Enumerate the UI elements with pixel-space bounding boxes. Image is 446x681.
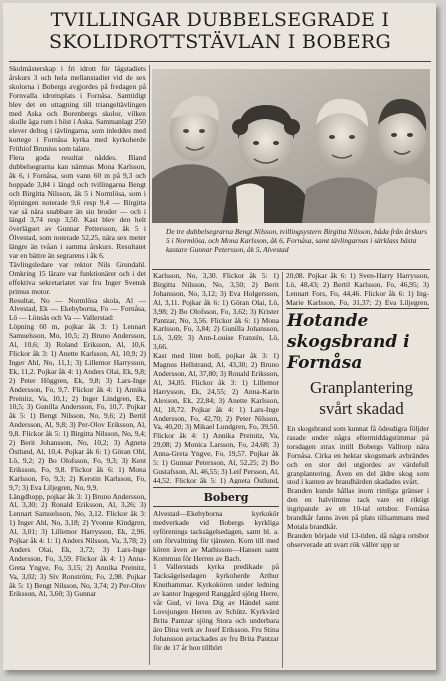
headline-rule [9, 61, 431, 62]
article-column-1: Skolmästerskap i fri idrott för lågstadiets årskurs 3 och hela mellanstadiet vid de sex skolorna i Bobergs avgjordes på fredagen på Fornvalla idrottsplats i Fornåsa. Samtidigt blev det en uttagning till triangeltävlingen med Aska och Borenbergs skolor, vilken skulle äga rum i höst i Aska. Sammanlagt 250 elever deltog i tävlingarna, som inleddes med kortege i Fornåsa kyrka med kyrkoherde Frithiof Brunius som talare. Flera goda resultat nåddes. Bland dubbelsegrarna kan nämnas Mona Karlsson, åk 6, i Fornåsa, som vann 60 m på 9,3 och hoppade 3,84 i längd och tvillingarna Bengt och Birgitta Nilsson, åk 5 i Normlösa, som i löpningen noterade 9,6 resp 9,4 — Birgitta var så nära snabbare än sin broder — och i längd 3,74 resp 3,50. Kast blev den helt överlägset av Gunnar Pettersson, åk 5 i Ölvestad, som noterade 52,25, nära sex meter längre än tvåan i samma årskurs. Resultatet var en bättre än segrarens i åk 6. Tävlingsledare var rektor Nils Grundahl. Omkring 15 lärare var funktionärer och i det effektiva sekretariatet var fru Inger Svensk primus motor. Resultat, No — Normlösa skola, Al — Alvestad, Ek — Ekebyborna, Fo — Fornåsa, Lö — Lönsås och Va — Vallerstad: Löpning 60 m, pojkar åk 3: 1) Lennart Samuelsson, Mo, 10,5; 2) Bruno Andersson, Al, 10,6; 3) Roland Eriksson, Al, 10,6. Flickor åk 3: 1) Anette Karlsson, Al, 10,9; 2) Inger Ahl, No, 11,1; 3) Lillemor Harrysson, Ek, 11,2. Pojkar åk 4: 1) Anders Olai, Ek, 9,8; 2) Peter Höggren, Ek, 9,8; 3) Lars-Inge Andersson, Fo, 9,7. Flickor åk 4: 1) Annika Preinitz, Va, 10,1; 2) Inger Lindgren, Ek, 10,5; 3) Gunilla Andersson, Fo, 10,7. Pojkar åk 5: 1) Bengt Nilsson, No, 9,6; 2) Bertil Andersson, Al, 9,8; 3) Per-Olov Eriksson, Al, 9,8. Flickor åk 5: 1) Birgitta Nilsson, No, 9,4; 2) Berit Johansson, No, 10,2; 3) Agneta Östlund, Al, 10,4. Pojkar åk 6: 1) Göran Ohl, Lö, 9,2; 2) Bo Olofsson, Fo, 9,3; 3) Kent Eriksson, Fo, 9,8. Flickor åk 6: 1) Mona Karlsson, Fo, 9,3; 2) Kerstin Karlsson, Fo, 9,7; 3) Eva Liljegren, No, 9,9. Längdhopp, pojkar åk 3: 1) Bruno Andersson, Al, 3,30; 2) Ronald Eriksson, Al, 3,26; 3) Lennart Samuelsson, No, 3,12. Flickor åk 3: 1) Inger Ahl, No, 3,18; 2) Yvonne Kindgren, Al, 3,01; 3) Lillemor Harrysson, Ek, 2,96. Pojkar åk 4: 1: 1) Anders Nilsson, Va, 3,78; 2) Anders Olai, Ek, 3,72; 3) Lars-Inge Andersson, Fo, 3,59. Flickor åk 4: 1) Anna-Greta Yngve, Fo, 3,15; 2) Annika Preinitz, Va, 3,02; 3) Siv Ronström, Fo, 2,98. Pojkar åk 5: 1) Bengt Nilsson, No, 3,74; 2) Per-Olov Eriksson, Al, 3,60; 3) Gunnar [9, 65, 146, 599]
caption-rule [152, 269, 430, 270]
headline [11, 9, 429, 53]
newspaper-clipping [3, 3, 436, 670]
boberg-heading: Boberg [203, 491, 249, 504]
photo-caption: De tre dubbelsegrarna Bengt Nilsson, tvillingsystern Birgitta Nilsson, båda från årskurs 5 i Normlösa, och Mona Karlsson, åk 6, Fornåsa, samt tävlingarnas i särklass bästa kastare Gunnar Petersson, åk 5, Alvestad [166, 227, 427, 254]
headline-line-1: TVILLINGAR DUBBELSEGRADE I [50, 9, 390, 31]
fire-headline: Hotande skogsbrand i Fornåsa [287, 311, 410, 373]
article-column-2: Karlsson, No, 3,30. Flickor åk 5: 1) Birgitta Nilsson, No, 3,50; 2) Berit Johansson, No, 3,12; 3) Eva Holgersson, Al, 3,11. Pojkar åk 6: 1) Göran Olai, Lö, 3,98; 2) Bo Olofsson, Fo, 3,62; 3) Krister Pantzar, No, 3,56. Flickor åk 6: 1) Mona Karlsson, Fo, 3,84; 2) Gunilla Johansson, Lö, 3,69; 3) Ann-Louise Franzén, Lö, 3,66. Kast med liten boll, pojkar åk 3: 1) Magnus Hellstrand, Al, 43,30; 2) Bruno Andersson, Al, 37,80; 3) Ronald Eriksson, Al, 34,85. Flickor åk 3: 1) Lillemor Harrysson, Ek, 24,55; 2) Anna-Karin Alexson, Ek, 22,84; 3) Anette Karlsson, Al, 18,72. Pojkar åk 4: 1) Lars-Inge Andersson, Fo, 42,70; 2) Peter Nilsson, Va, 40,20; 3) Mikael Lundgren, Fo, 39,50. Flickor åk 4: 1) Annika Preinitz, Va, 29,08; 2) Monica Larsson, Fo, 24,68; 3) Anna-Greta Yngve, Fo, 19,57. Pojkar åk 5: 1) Gunnar Petersson, Al, 52,25; 2) Bo Gustafsson, Al, 46,55; 3) Leif Persson, Al, 44,52. Flickor åk 5: 1) Agneta Östlund, [153, 272, 279, 484]
article-column-3: 20,08. Pojkar åk 6: 1) Sven-Harry Harrysson, Lö, 48,43; 2) Bertil Karlsson, Fo, 46,95; 3) Lennart Fors, Fo, 44,46. Flickor åk 6: 1) Ing-Marie Karlsson, Fo, 31,37; 2) Eva Liljegren, [286, 272, 429, 307]
fire-subheading: Granplantering svårt skadad [310, 378, 413, 418]
headline-line-2: SKOLIDROTTSTÄVLAN I BOBERG [49, 31, 391, 53]
column-divider [149, 65, 150, 665]
fire-article-text: En skogsbrand som kunnat få ödesdigra följder rasade under några eftermiddagstimmar på torsdagen strax intill Bobergs Valltorp nära Fornåsa. Cirka en hektar skogsmark avbrändes och en stor del utgjordes av värdefull granplantering. Även en del äldre skog som stod i kanten av brandhärden skadades svårt. Branden kunde hållas inom rimliga gränser i den en halvtimme tack vare ett riktigt ingripande av ett 10-tal ortsbor. Fornåsa brandkår fanns även på plats tillsammans med Motala brandkår. Branden började vid 13-tiden, då några ortsbor observerade att svart rök väller upp ur [287, 425, 429, 549]
photo-image [152, 69, 430, 223]
boberg-heading-rule [153, 506, 279, 507]
boberg-article-text: Alvestad—Ekebyborna kyrkokör medverkade vid Bobergs kyrkliga syförenings tacksägelsedagen, samt bl. a. om förvaltning för tjänsten. Kom till med kören även av Mathisson—Hansen samt Kommun för Herren av Bach. 1 Vallerstads kyrka predikade på Tacksägelsedagen kyrkoherde Arthur Knuthammar. Kyrkokören under ledning av kantor Ingegerd Ranggård sjöng Herre, vår Gud, vi lova Dig av Händel samt Lovsjungen Herren av Schütz. Kyrkvärd Brita Pantzar sjöng Stora och underbara äro Dina verk av Josef Eriksson. Fru Stina Johansson avtackades av fru Brita Pantzar för de 17 år hon tillhört [153, 510, 279, 652]
boberg-top-rule [153, 487, 279, 488]
column-divider-2 [282, 272, 283, 668]
children-photo [152, 69, 430, 223]
fire-top-rule [286, 308, 429, 309]
